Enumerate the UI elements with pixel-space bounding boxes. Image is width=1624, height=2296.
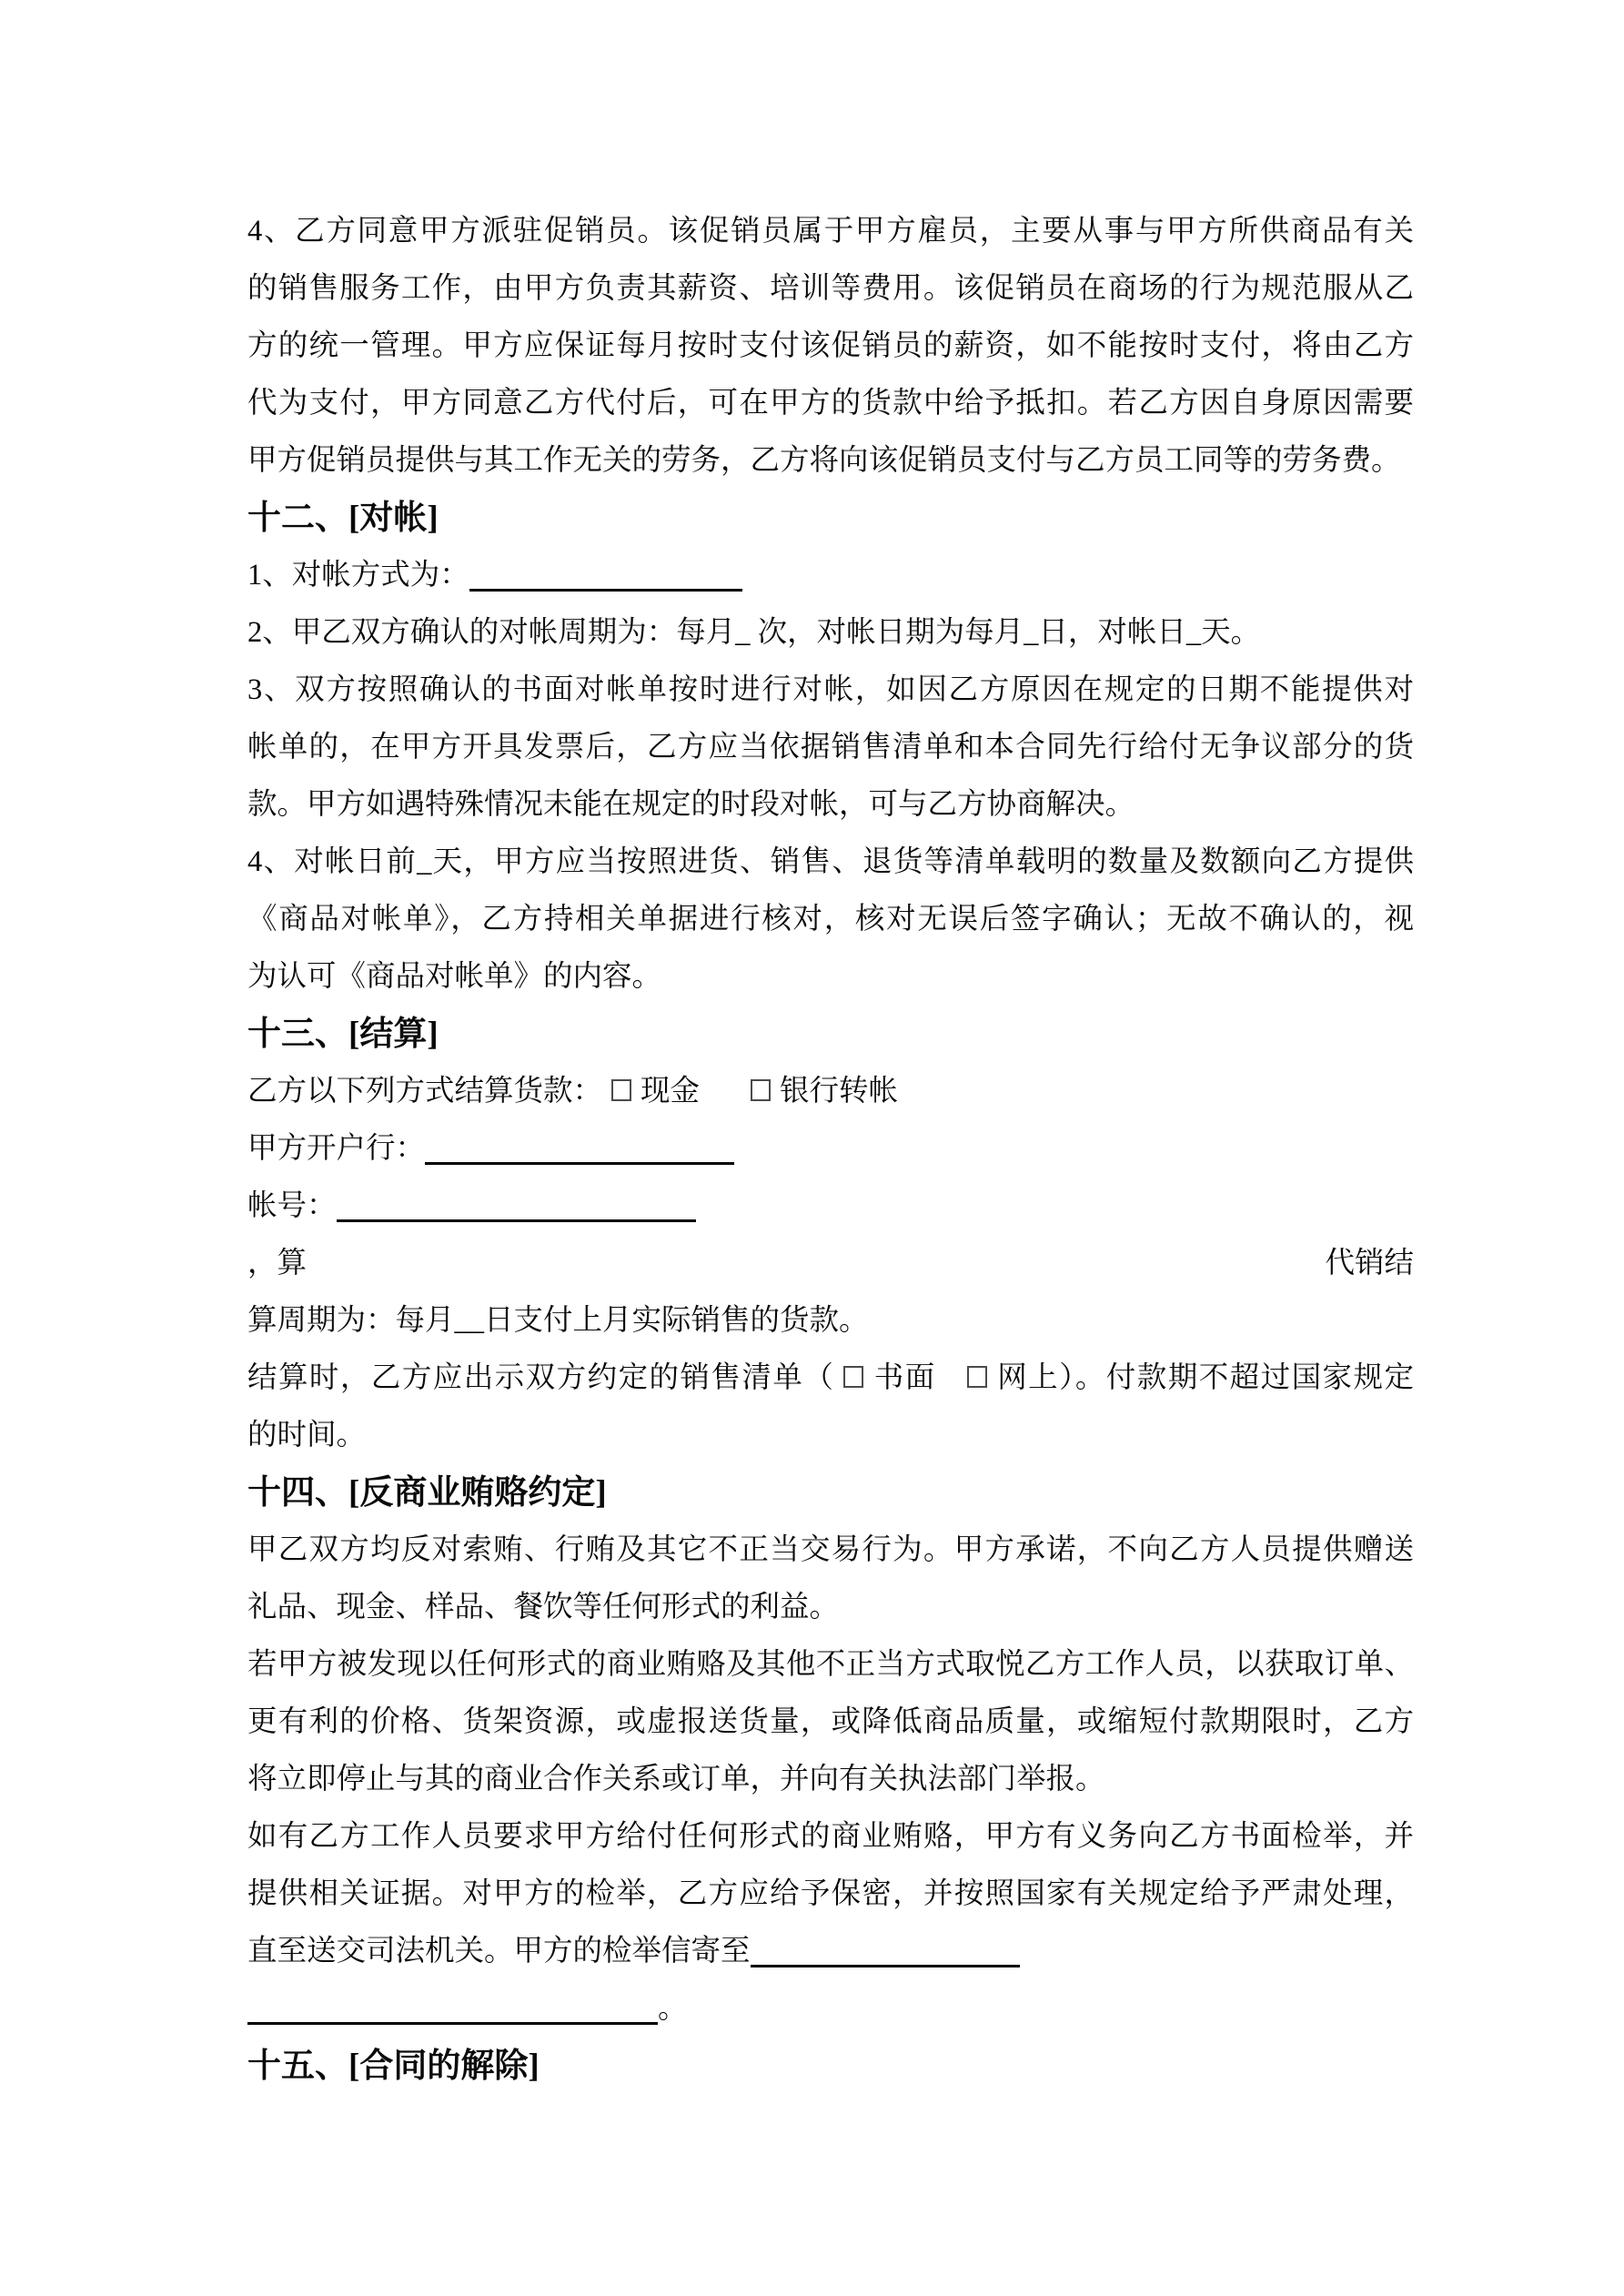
text-line (247, 547, 1414, 604)
text-run: 4、乙方同意甲方派驻促销员。该促销员属于甲方雇员，主要从事与甲方所供商品有关 (247, 215, 1414, 248)
text-line (247, 1120, 1414, 1178)
text-line (247, 1923, 1414, 1980)
text-line (247, 1522, 1414, 1579)
blank-underline (751, 1956, 1020, 1967)
text-line (247, 1694, 1414, 1751)
text-line (247, 1235, 1414, 1292)
text-run: 代销结 (1325, 1247, 1414, 1279)
text-run: 3、双方按照确认的书面对帐单按时进行对帐，如因乙方原因在规定的日期不能提供对 (247, 673, 1414, 706)
text-run: 书面 (873, 1361, 936, 1394)
text-run: 若甲方被发现以任何形式的商业贿赂及其他不正当方式取悦乙方工作人员，以获取订单、 (247, 1648, 1414, 1681)
text-run: 十四、[反商业贿赂约定] (247, 1474, 607, 1512)
text-run: 十五、[合同的解除] (247, 2048, 540, 2085)
checkbox-icon (751, 1079, 771, 1101)
text-run: 为认可《商品对帐单》的内容。 (247, 960, 662, 993)
text-run: 甲方促销员提供与其工作无关的劳务，乙方将向该促销员支付与乙方员工同等的劳务费。 (247, 444, 1401, 477)
text-run: 乙方以下列方式结算货款： (247, 1075, 603, 1108)
section-heading (247, 2038, 1414, 2095)
section-heading (247, 490, 1414, 547)
text-run: 4、对帐日前_天，甲方应当按照进货、销售、退货等清单载明的数量及数额向乙方提供 (247, 845, 1414, 878)
blank-underline (469, 580, 742, 592)
text-line (247, 776, 1414, 834)
checkbox-icon (967, 1366, 987, 1388)
text-run: 结算时，乙方应出示双方约定的销售清单（ (247, 1361, 835, 1394)
text-line (247, 719, 1414, 776)
text-run: 如有乙方工作人员要求甲方给付任何形式的商业贿赂，甲方有义务向乙方书面检举，并 (247, 1820, 1414, 1853)
text-run: 银行转帐 (780, 1075, 899, 1108)
blank-underline (425, 1153, 734, 1165)
text-run: 更有利的价格、货架资源，或虚报送货量，或降低商品质量，或缩短付款期限时，乙方 (247, 1705, 1414, 1738)
text-run: 帐号： (247, 1189, 337, 1222)
text-run: 代为支付，甲方同意乙方代付后，可在甲方的货款中给予抵扣。若乙方因自身原因需要 (247, 387, 1414, 420)
text-run: 直至送交司法机关。甲方的检举信寄至 (247, 1935, 751, 1967)
text-line (247, 948, 1414, 1006)
blank-underline (337, 1210, 696, 1222)
spacer (700, 1099, 741, 1100)
text-line (247, 1407, 1414, 1464)
section-heading (247, 1464, 1414, 1522)
text-line (247, 1579, 1414, 1636)
text-run: 方的统一管理。甲方应保证每月按时支付该促销员的薪资，如不能按时支付，将由乙方 (247, 329, 1414, 362)
text-line (247, 1178, 1414, 1235)
text-line (247, 1808, 1414, 1866)
checkbox-icon (611, 1079, 631, 1101)
text-run: 现金 (641, 1075, 701, 1108)
checkbox-icon (843, 1366, 863, 1388)
text-run: 提供相关证据。对甲方的检举，乙方应给予保密，并按照国家有关规定给予严肃处理， (247, 1877, 1414, 1910)
text-line (247, 1292, 1414, 1350)
blank-underline (247, 2013, 658, 2025)
text-line (247, 604, 1414, 662)
text-run: 网上）。付款期不超过国家规定 (995, 1361, 1414, 1394)
text-run: 十三、[结算] (247, 1016, 439, 1053)
text-line (247, 1866, 1414, 1923)
spacer (936, 1386, 958, 1387)
text-line (247, 1350, 1414, 1407)
text-line (247, 375, 1414, 432)
text-line (247, 203, 1414, 260)
text-run: 甲乙双方均反对索贿、行贿及其它不正当交易行为。甲方承诺，不向乙方人员提供赠送 (247, 1533, 1414, 1566)
section-heading (247, 1006, 1414, 1063)
text-line (247, 1063, 1414, 1120)
text-line (247, 662, 1414, 719)
text-run: 十二、[对帐] (247, 500, 439, 537)
text-run: 算周期为：每月__日支付上月实际销售的货款。 (247, 1304, 869, 1337)
document-body (247, 203, 1414, 2095)
text-run: 礼品、现金、样品、餐饮等任何形式的利益。 (247, 1591, 840, 1623)
text-line (247, 834, 1414, 891)
text-run: 的时间。 (247, 1419, 367, 1451)
text-run: 的销售服务工作，由甲方负责其薪资、培训等费用。该促销员在商场的行为规范服从乙 (247, 272, 1414, 305)
text-line (247, 318, 1414, 375)
text-run: 2、甲乙双方确认的对帐周期为：每月_ 次，对帐日期为每月_日，对帐日_天。 (247, 616, 1261, 649)
text-line (247, 891, 1414, 948)
text-run: ，算 (247, 1247, 308, 1279)
text-run: 1、对帐方式为： (247, 559, 469, 592)
text-line (247, 1636, 1414, 1694)
text-line (247, 1980, 1414, 2038)
text-run: 将立即停止与其的商业合作关系或订单，并向有关执法部门举报。 (247, 1763, 1105, 1795)
text-run: 帐单的，在甲方开具发票后，乙方应当依据销售清单和本合同先行给付无争议部分的货 (247, 731, 1414, 764)
text-line (247, 260, 1414, 318)
text-run: 款。甲方如遇特殊情况未能在规定的时段对帐，可与乙方协商解决。 (247, 788, 1135, 821)
text-run: 《商品对帐单》，乙方持相关单据进行核对，核对无误后签字确认；无故不确认的，视 (247, 903, 1414, 936)
text-run: 。 (658, 1992, 688, 2025)
text-run: 甲方开户行： (247, 1132, 426, 1165)
text-line (247, 432, 1414, 490)
text-line (247, 1751, 1414, 1808)
